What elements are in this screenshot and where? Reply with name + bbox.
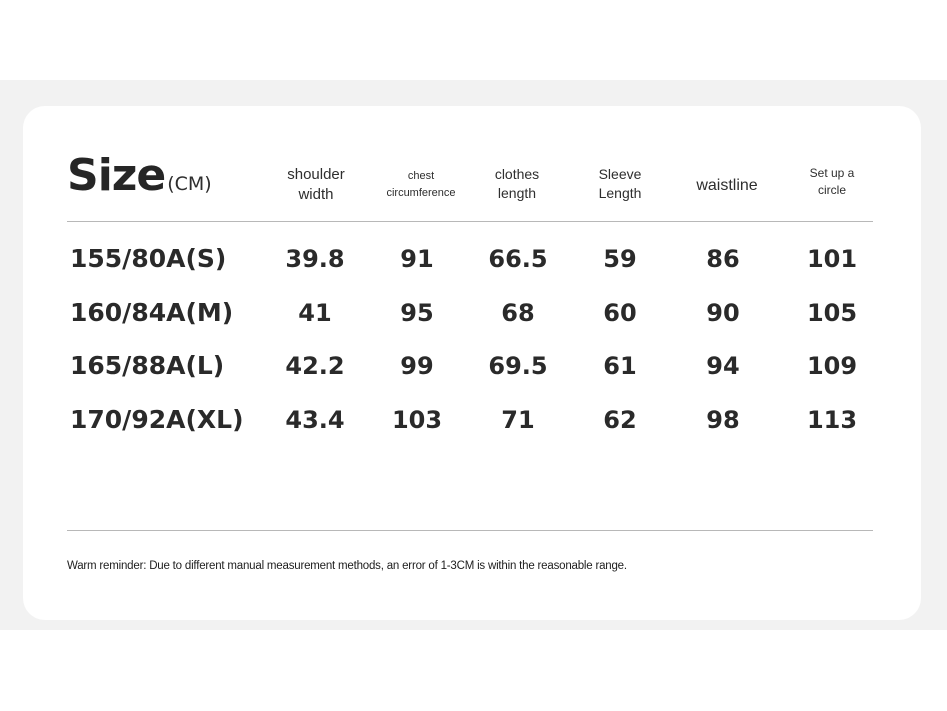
clothes-value: 68 bbox=[501, 299, 535, 327]
header-sleeve-length bbox=[599, 165, 642, 203]
header-line: shoulder bbox=[287, 166, 345, 183]
title-main: Size bbox=[67, 150, 166, 201]
sleeve-value: 60 bbox=[603, 299, 637, 327]
header-line: Set up a bbox=[809, 166, 855, 180]
table-row bbox=[0, 293, 947, 333]
header-shoulder-width bbox=[287, 165, 345, 206]
waist-value: 98 bbox=[706, 406, 740, 434]
table-row bbox=[0, 346, 947, 386]
waist-value: 90 bbox=[706, 299, 740, 327]
header-line: circle bbox=[817, 183, 847, 198]
shoulder-value: 42.2 bbox=[285, 352, 345, 380]
size-label: 155/80A(S) bbox=[70, 244, 227, 273]
header-line: width bbox=[298, 186, 334, 204]
sleeve-value: 61 bbox=[603, 352, 637, 380]
header-line: chest bbox=[407, 170, 435, 182]
header-set-up-circle bbox=[810, 165, 855, 200]
size-label: 160/84A(M) bbox=[70, 298, 234, 327]
chest-value: 95 bbox=[400, 299, 434, 327]
sleeve-value: 62 bbox=[603, 406, 637, 434]
header-waistline bbox=[696, 175, 757, 197]
shoulder-value: 41 bbox=[298, 299, 332, 327]
header-line: waistline bbox=[696, 177, 758, 194]
header-line: clothes bbox=[494, 166, 540, 182]
size-chart-title bbox=[67, 150, 212, 206]
title-unit: (CM) bbox=[167, 173, 212, 195]
clothes-value: 66.5 bbox=[488, 245, 548, 273]
header-line: length bbox=[497, 184, 537, 201]
chest-value: 99 bbox=[400, 352, 434, 380]
circle-value: 101 bbox=[806, 245, 858, 273]
circle-value: 109 bbox=[806, 352, 858, 380]
header-line: Sleeve bbox=[598, 166, 642, 182]
header-clothes-length bbox=[495, 165, 539, 203]
table-row bbox=[0, 239, 947, 279]
chest-value: 103 bbox=[391, 406, 443, 434]
header-line: Length bbox=[598, 184, 642, 201]
circle-value: 113 bbox=[806, 406, 858, 434]
header-chest-circumference bbox=[386, 168, 455, 201]
clothes-value: 71 bbox=[501, 406, 535, 434]
sleeve-value: 59 bbox=[603, 245, 637, 273]
header-line: circumference bbox=[386, 186, 456, 199]
footer-divider bbox=[67, 530, 873, 531]
size-label: 165/88A(L) bbox=[70, 351, 225, 380]
waist-value: 86 bbox=[706, 245, 740, 273]
warm-reminder-note: Warm reminder: Due to different manual measurement methods, an error of 1-3CM is within the reasonable range. bbox=[67, 560, 627, 572]
chest-value: 91 bbox=[400, 245, 434, 273]
shoulder-value: 39.8 bbox=[285, 245, 345, 273]
table-row bbox=[0, 400, 947, 440]
waist-value: 94 bbox=[706, 352, 740, 380]
circle-value: 105 bbox=[806, 299, 858, 327]
size-label: 170/92A(XL) bbox=[70, 405, 244, 434]
shoulder-value: 43.4 bbox=[285, 406, 345, 434]
header-divider bbox=[67, 221, 873, 222]
clothes-value: 69.5 bbox=[488, 352, 548, 380]
